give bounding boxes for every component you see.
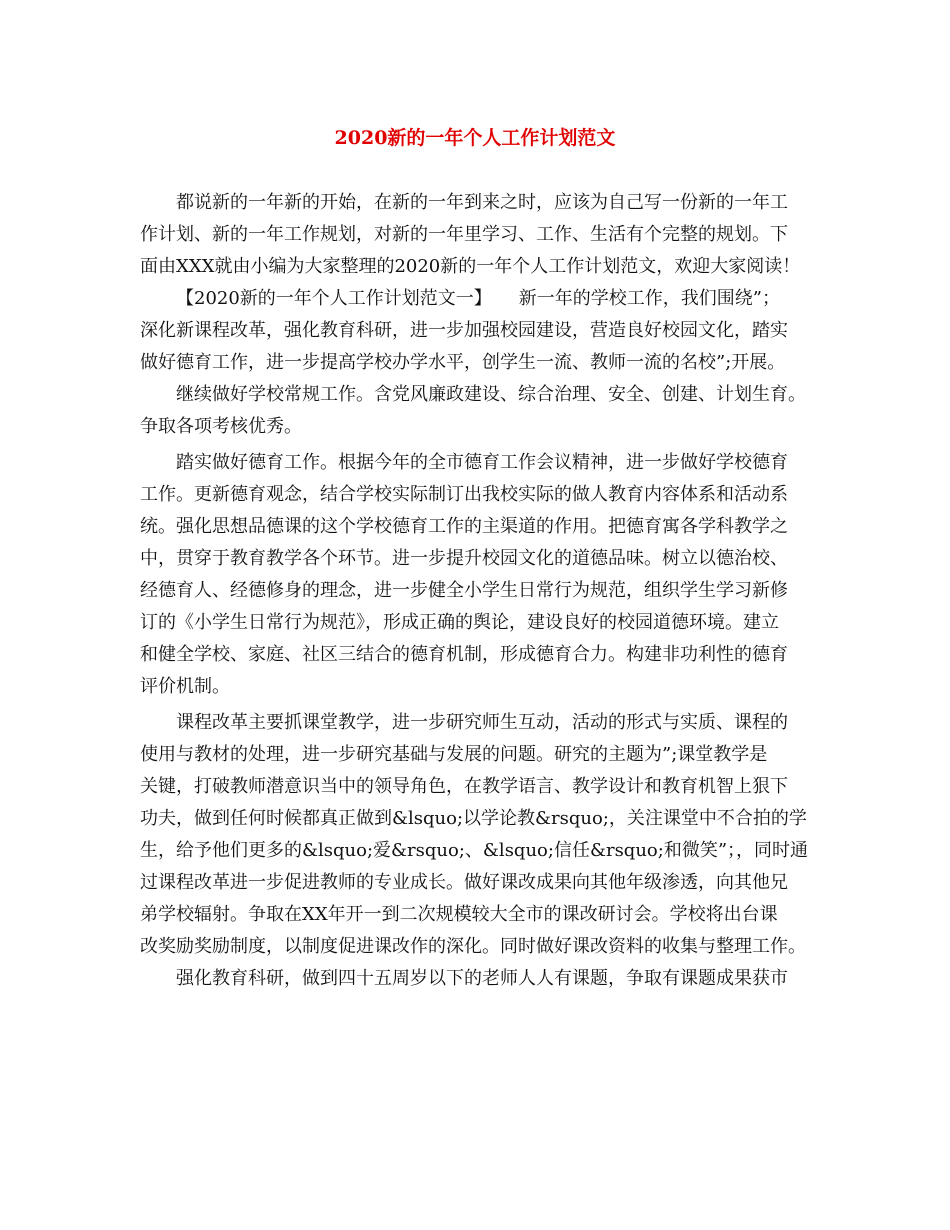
paragraph-line: 课程改革主要抓课堂教学，进一步研究师生互动，活动的形式与实质、课程的	[176, 712, 788, 733]
paragraph-line: 面由XXX就由小编为大家整理的2020新的一年个人工作计划范文，欢迎大家阅读！	[140, 256, 801, 277]
paragraph-line: 【2020新的一年个人工作计划范文一】 新一年的学校工作，我们围绕”；	[176, 288, 781, 309]
paragraph-line: 工作。更新德育观念，结合学校实际制订出我校实际的做人教育内容体系和活动系	[140, 484, 788, 505]
paragraph-line: 关键，打破教师潜意识当中的领导角色，在教学语言、教学设计和教育机智上狠下	[140, 776, 788, 797]
paragraph-line: 做好德育工作，进一步提高学校办学水平，创学生一流、教师一流的名校”;开展。	[140, 352, 786, 373]
paragraph-line: 作计划、新的一年工作规划，对新的一年里学习、工作、生活有个完整的规划。下	[140, 224, 788, 245]
paragraph-line: 继续做好学校常规工作。含党风廉政建设、综合治理、安全、创建、计划生育。	[176, 384, 806, 405]
paragraph-line: 过课程改革进一步促进教师的专业成长。做好课改成果向其他年级渗透，向其他兄	[140, 872, 788, 893]
paragraph-line: 都说新的一年新的开始，在新的一年到来之时，应该为自己写一份新的一年工	[176, 192, 788, 213]
paragraph-line: 弟学校辐射。争取在XX年开一到二次规模较大全市的课改研讨会。学校将出台课	[140, 904, 778, 925]
paragraph-line: 强化教育科研，做到四十五周岁以下的老师人人有课题，争取有课题成果获市	[176, 968, 788, 989]
paragraph-line: 生，给予他们更多的&lsquo;爱&rsquo;、&lsquo;信任&rsquo;和微笑”；，同时通	[140, 840, 809, 861]
paragraph-line: 中，贯穿于教育教学各个环节。进一步提升校园文化的道德品味。树立以德治校、	[140, 548, 788, 569]
document-body	[140, 187, 830, 995]
paragraph-line: 评价机制。	[140, 676, 230, 697]
paragraph-line: 和健全学校、家庭、社区三结合的德育机制，形成德育合力。构建非功利性的德育	[140, 644, 788, 665]
paragraph-line: 功夫，做到任何时候都真正做到&lsquo;以学论教&rsquo;，关注课堂中不合拍的学	[140, 808, 807, 829]
paragraph-line: 踏实做好德育工作。根据今年的全市德育工作会议精神，进一步做好学校德育	[176, 452, 788, 473]
paragraph-line: 深化新课程改革，强化教育科研，进一步加强校园建设，营造良好校园文化，踏实	[140, 320, 788, 341]
paragraph-line: 统。强化思想品德课的这个学校德育工作的主渠道的作用。把德育寓各学科教学之	[140, 516, 788, 537]
paragraph-line: 订的《小学生日常行为规范》，形成正确的舆论，建设良好的校园道德环境。建立	[140, 612, 779, 633]
document-title: 2020新的一年个人工作计划范文	[334, 127, 616, 149]
paragraph-line: 使用与教材的处理，进一步研究基础与发展的问题。研究的主题为”;课堂教学是	[140, 744, 768, 765]
paragraph-line: 经德育人、经德修身的理念，进一步健全小学生日常行为规范，组织学生学习新修	[140, 580, 788, 601]
paragraph-line: 改奖励奖励制度，以制度促进课改作的深化。同时做好课改资料的收集与整理工作。	[140, 936, 806, 957]
paragraph-line: 争取各项考核优秀。	[140, 416, 302, 437]
